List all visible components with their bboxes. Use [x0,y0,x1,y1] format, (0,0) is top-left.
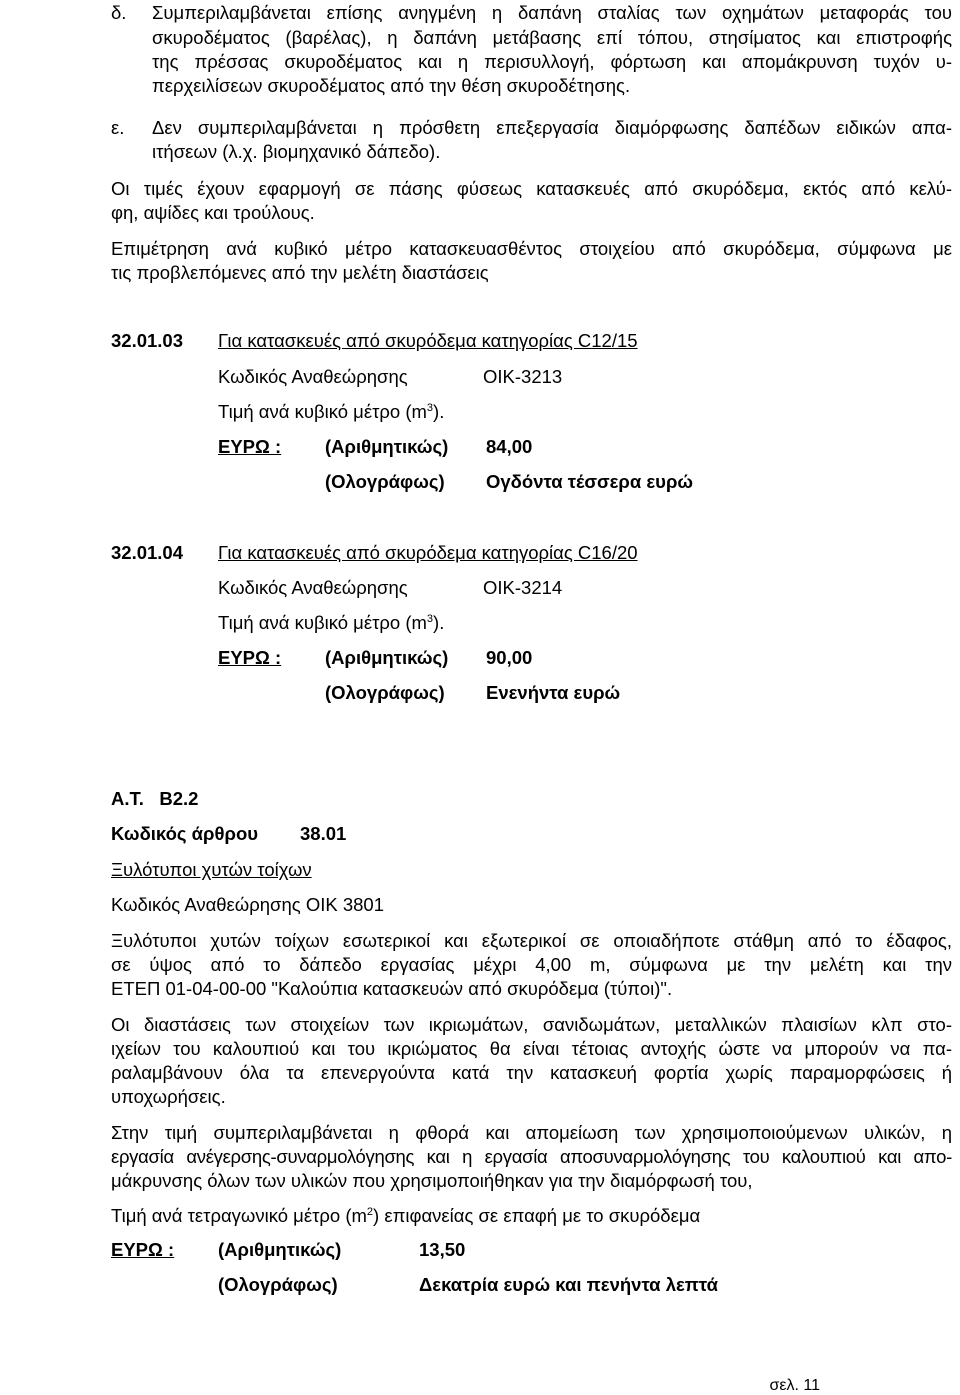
item-d-line-2: σκυροδέματος (βαρέλας), η δαπάνη μετάβασης επί τόπου, στησίματος και επιστροφής [152,27,952,48]
article-code-value: 38.01 [300,823,347,844]
page-number: σελ. 11 [769,1377,820,1394]
para-2-line-1: Επιμέτρηση ανά κυβικό μέτρο κατασκευασθέντος στοιχείου από σκυρόδεμα, σύμφωνα με [111,238,952,259]
article-code-label: Κωδικός άρθρου [111,823,259,844]
item-title: Για κατασκευές από σκυρόδεμα κατηγορίας C16/20 [218,542,638,563]
article-revision: Κωδικός Αναθεώρησης ΟΙΚ 3801 [111,894,384,915]
article-unit-line: Τιμή ανά τετραγωνικό μέτρο $(m^2)$ επιφανείας σε επαφή με το σκυρόδεμα [111,1205,701,1226]
revision-code: ΟΙΚ-3213 [483,366,563,387]
unit-line: Τιμή ανά κυβικό μέτρο $(m^3)$. [218,401,445,422]
numeric-label: (Αριθμητικώς) [325,436,449,457]
currency-label: ΕΥΡΩ : [218,436,282,457]
words-value: Ογδόντα τέσσερα ευρώ [486,471,694,492]
words-value: Δεκατρία ευρώ και πενήντα λεπτά [419,1274,719,1295]
numeric-value: 90,00 [486,647,533,668]
list-marker-d: δ. [111,2,127,23]
revision-code: ΟΙΚ-3214 [483,577,563,598]
item-d-line-4: περχειλίσεων σκυροδέματος από την θέση σκυροδέτησης. [152,75,631,96]
revision-label: Κωδικός Αναθεώρησης [218,366,408,387]
numeric-label: (Αριθμητικώς) [218,1239,342,1260]
currency-label: ΕΥΡΩ : [218,647,282,668]
words-label: (Ολογράφως) [218,1274,338,1295]
article-at: Α.Τ. Β2.2 [111,788,199,809]
item-title: Για κατασκευές από σκυρόδεμα κατηγορίας C12/15 [218,330,638,351]
article-p2-line-4: υποχωρήσεις. [111,1086,226,1107]
article-p2-line-2: ιχείων του καλουπιού και του ικριώματος θα είναι τέτοιας αντοχής ώστε να μπορούν να πα- [111,1038,952,1059]
article-p1-line-2: σε ύψος από το δάπεδο εργασίας μέχρι 4,00 m, σύμφωνα με την μελέτη και την [111,954,952,975]
item-d-line-1: Συμπεριλαμβάνεται επίσης ανηγμένη η δαπάνη σταλίας των οχημάτων μεταφοράς του [152,2,952,23]
currency-label: ΕΥΡΩ : [111,1239,175,1260]
article-title: Ξυλότυποι χυτών τοίχων [111,859,312,880]
article-p1-line-1: Ξυλότυποι χυτών τοίχων εσωτερικοί και εξωτερικοί σε οποιαδήποτε στάθμη από το έδαφος, [111,930,952,951]
revision-label: Κωδικός Αναθεώρησης [218,577,408,598]
para-1-line-2: φη, αψίδες και τρούλους. [111,202,315,223]
article-p2-line-3: ραλαμβάνουν όλα τα επενεργούντα κατά την κατασκευή φορτία χωρίς παραμορφώσεις ή [111,1062,952,1083]
item-code: 32.01.04 [111,542,184,563]
article-p2-line-1: Οι διαστάσεις των στοιχείων των ικριωμάτων, σανιδωμάτων, μεταλλικών πλαισίων κλπ στο- [111,1014,952,1035]
numeric-value: 84,00 [486,436,533,457]
article-p3-line-2: εργασία ανέγερσης-συναρμολόγησης και η εργασία αποσυναρμολόγησης του καλουπιού και απο- [111,1146,952,1167]
item-e-line-2: ιτήσεων (λ.χ. βιομηχανικό δάπεδο). [152,141,441,162]
numeric-value: 13,50 [419,1239,466,1260]
words-label: (Ολογράφως) [325,682,445,703]
para-1-line-1: Οι τιμές έχουν εφαρμογή σε πάσης φύσεως κατασκευές από σκυρόδεμα, εκτός από κελύ- [111,178,952,199]
numeric-label: (Αριθμητικώς) [325,647,449,668]
unit-line: Τιμή ανά κυβικό μέτρο $(m^3)$. [218,612,445,633]
item-d-line-3: της πρέσσας σκυροδέματος και η περισυλλογή, φόρτωση και απομάκρυνση τυχόν υ- [152,51,952,72]
article-p1-line-3: ΕΤΕΠ 01-04-00-00 "Καλούπια κατασκευών από σκυρόδεμα (τύποι)". [111,978,673,999]
article-p3-line-3: μάκρυνσης όλων των υλικών που χρησιμοποιήθηκαν για την διαμόρφωσή του, [111,1170,753,1191]
words-value: Ενενήντα ευρώ [486,682,621,703]
item-e-line-1: Δεν συμπεριλαμβάνεται η πρόσθετη επεξεργασία διαμόρφωσης δαπέδων ειδικών απα- [152,117,952,138]
words-label: (Ολογράφως) [325,471,445,492]
para-2-line-2: τις προβλεπόμενες από την μελέτη διαστάσεις [111,262,489,283]
list-marker-e: ε. [111,117,125,138]
item-code: 32.01.03 [111,330,184,351]
article-p3-line-1: Στην τιμή συμπεριλαμβάνεται η φθορά και απομείωση των χρησιμοποιούμενων υλικών, η [111,1122,952,1143]
